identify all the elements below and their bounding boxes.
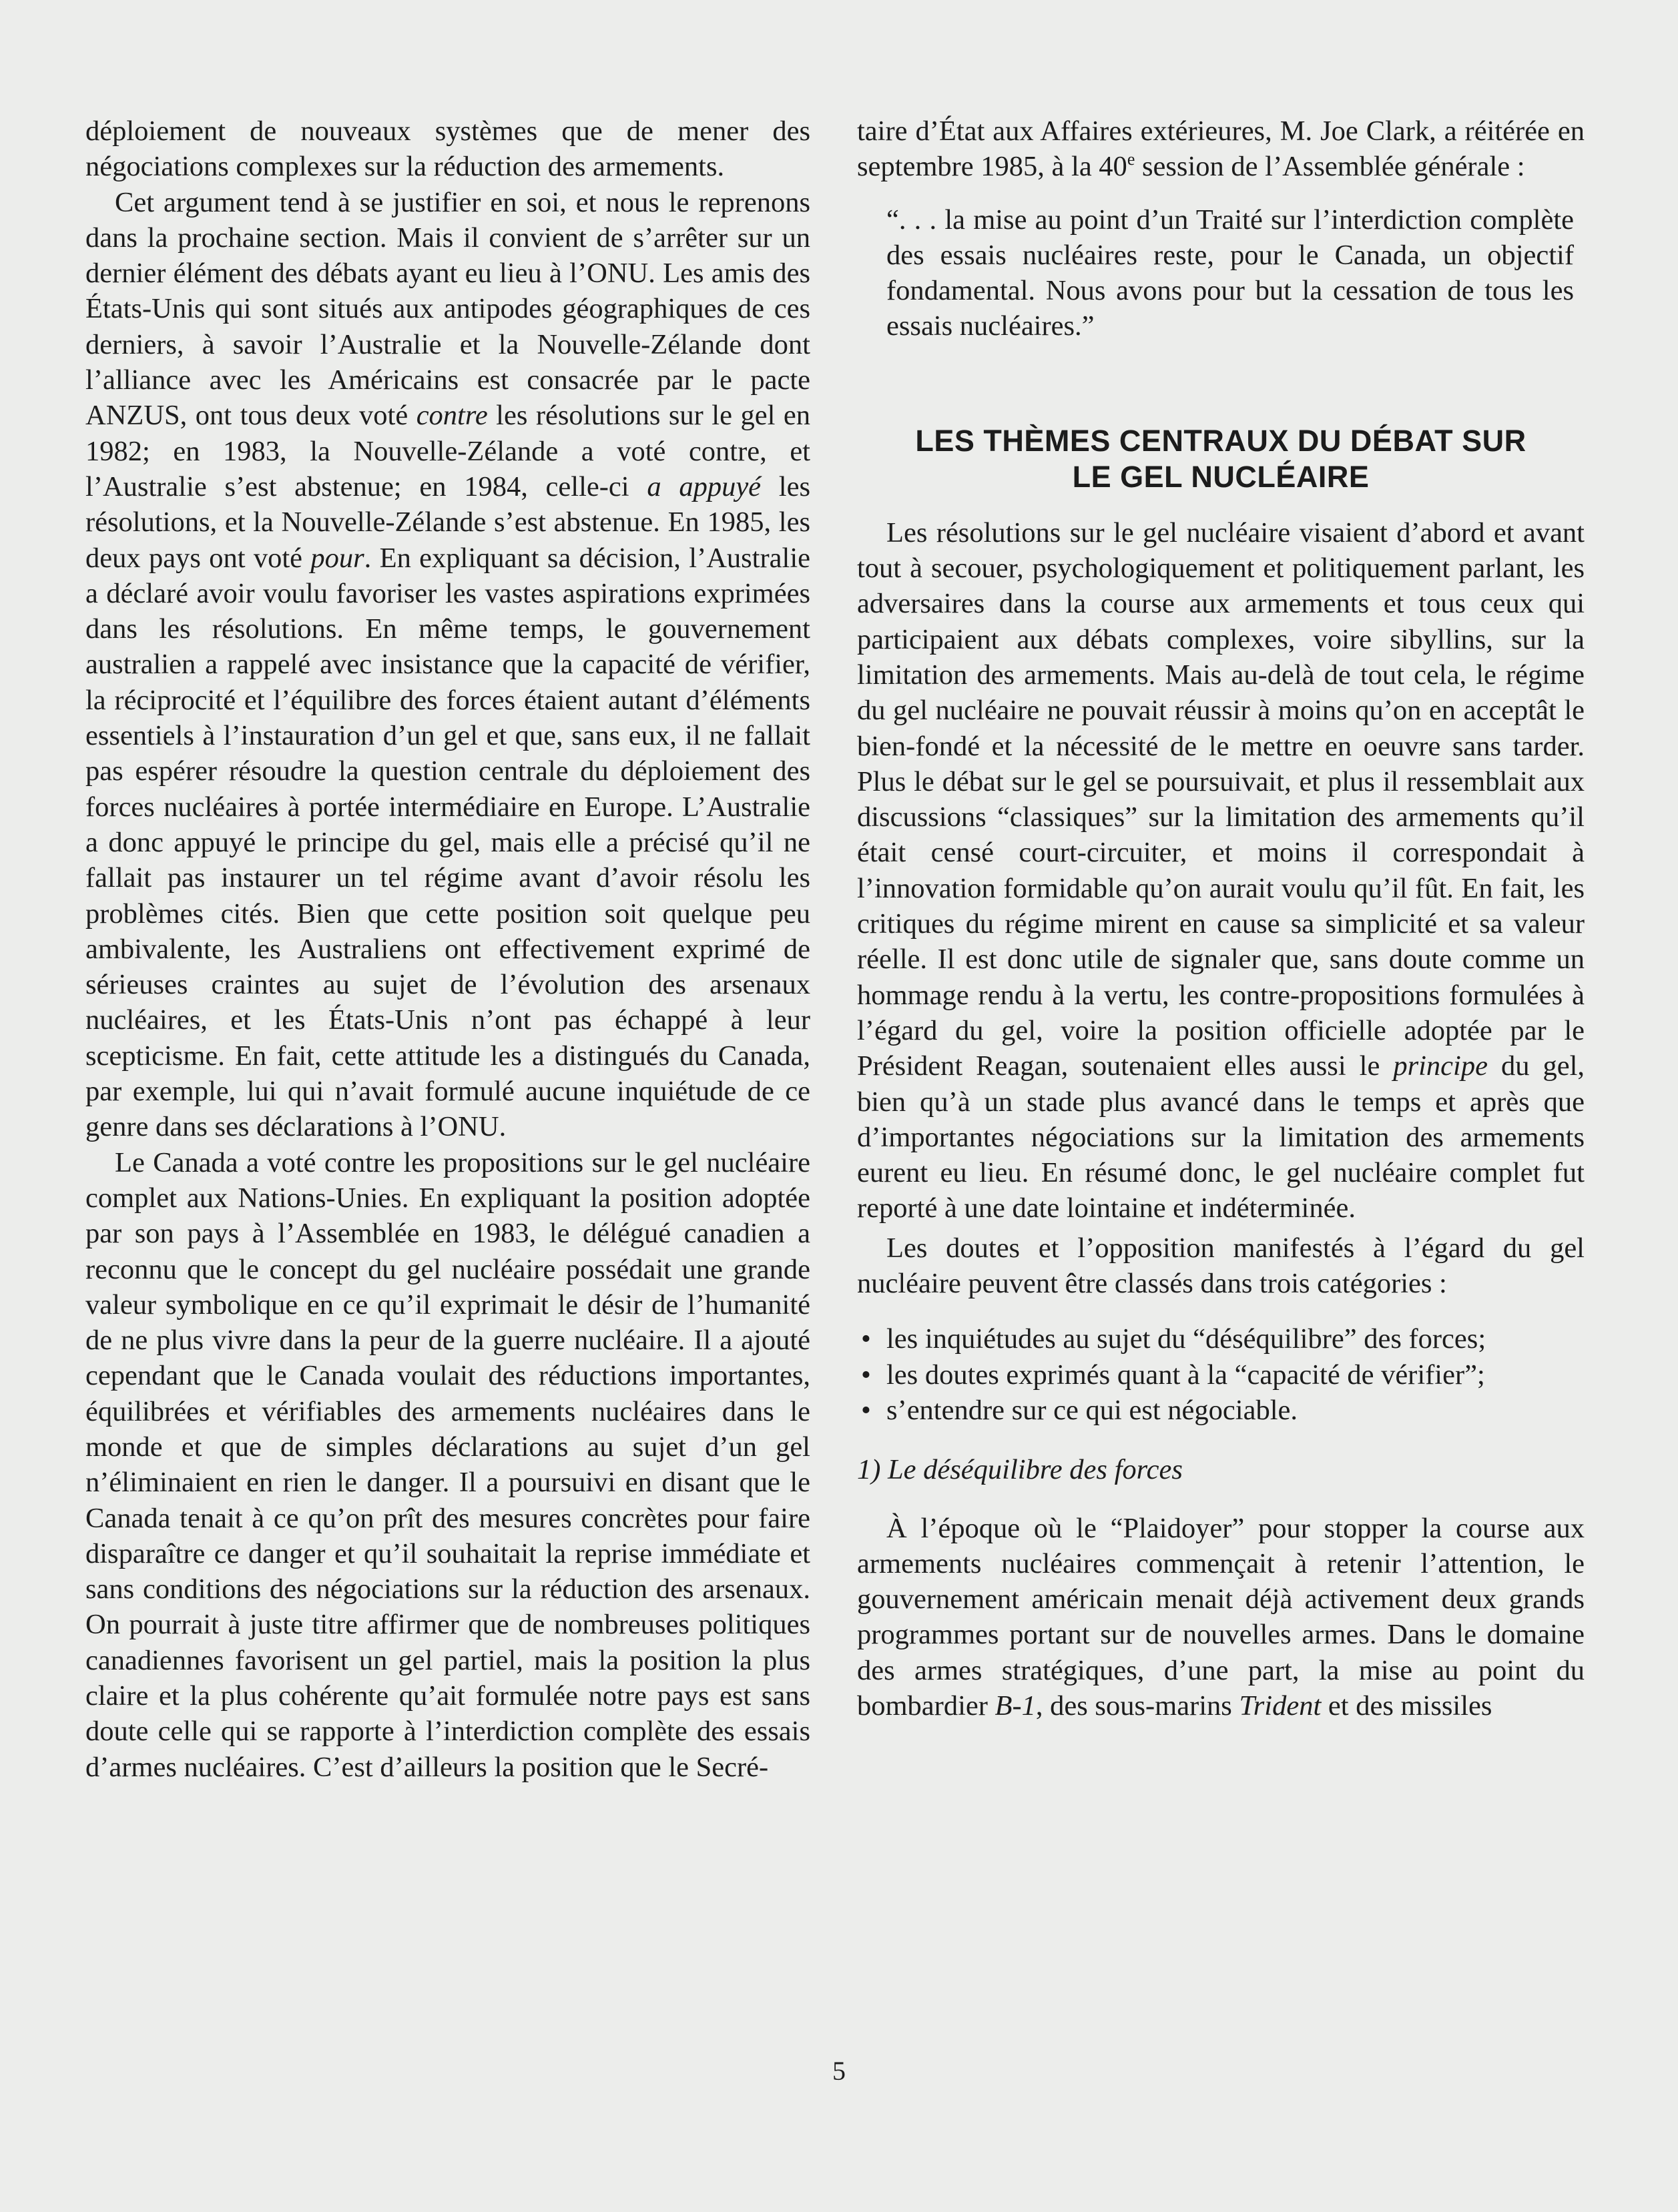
- paragraph: Cet argument tend à se justifier en soi, et nous le reprenons dans la prochaine section. Mais il convient de s’arrêter sur un dernier élément des débats ayant eu lieu à l’ONU. Les amis des États-Unis qui sont situés aux antipodes géographiques de ces derniers, à savoir l’Australie et la Nouvelle-Zélande dont l’alliance avec les Américains est consacrée par le pacte ANZUS, ont tous deux voté contre les résolutions sur le gel en 1982; en 1983, la Nouvelle-Zélande a voté contre, et l’Australie s’est abstenue; en 1984, celle-ci a appuyé les résolutions, et la Nouvelle-Zélande s’est abstenue. En 1985, les deux pays ont voté pour. En expliquant sa décision, l’Australie a déclaré avoir voulu favoriser les vastes aspirations exprimées dans les résolutions. En même temps, le gouvernement australien a rappelé avec insistance que la capacité de vérifier, la réciprocité et l’équilibre des forces étaient autant d’éléments essentiels à l’instauration d’un gel et que, sans eux, il ne fallait pas espérer résoudre la question centrale du déploiement des forces nucléaires à portée intermédiaire en Europe. L’Australie a donc appuyé le principe du gel, mais elle a précisé qu’il ne fallait pas instaurer un tel régime avant d’avoir résolu les problèmes cités. Bien que cette position soit quelque peu ambivalente, les Australiens ont effectivement exprimé de sérieuses craintes au sujet de l’évolution des arsenaux nucléaires, et les États-Unis n’ont pas échappé à leur scepticisme. En fait, cette attitude les a distingués du Canada, par exemple, lui qui n’avait formulé aucune inquiétude de ce genre dans ses déclarations à l’ONU.: [85, 186, 810, 1143]
- section-heading-line: LE GEL NUCLÉAIRE: [1072, 459, 1370, 494]
- subsection-heading: 1) Le déséquilibre des forces: [857, 1454, 1183, 1486]
- emphasis: Trident: [1239, 1690, 1322, 1722]
- block-quote: “. . . la mise au point d’un Traité sur l’interdiction complète des essais nucléaires reste, pour le Canada, un objectif fondamental. Nous avons pour but la cessation de tous les essais nucléaires.”: [886, 204, 1574, 342]
- emphasis: pour: [310, 542, 364, 574]
- emphasis: contre: [416, 400, 488, 432]
- emphasis: a appuyé: [647, 470, 762, 502]
- emphasis: principe: [1393, 1050, 1488, 1082]
- page-number: 5: [832, 2056, 846, 2086]
- paragraph: Les résolutions sur le gel nucléaire visaient d’abord et avant tout à secouer, psychologiquement et politiquement parlant, les adversaires dans la course aux armements et tous ceux qui participaient aux débats complexes, voire sibyllins, sur la limitation des armements. Mais au-delà de tout cela, le régime du gel nucléaire ne pouvait réussir à moins qu’on en acceptât le bien-fondé et la nécessité de le mettre en oeuvre sans tarder. Plus le débat sur le gel se poursuivait, et plus il ressemblait aux discussions “classiques” sur la limitation des armements qu’il était censé court-circuiter, et moins il correspondait à l’innovation formidable qu’on aurait voulu qu’il fût. En fait, les critiques du régime mirent en cause sa simplicité et sa valeur réelle. Il est donc utile de signaler que, sans doute comme un hommage rendu à la vertu, les contre-propositions formulées à l’égard du gel, voire la position officielle adoptée par le Président Reagan, soutenaient elles aussi le principe du gel, bien qu’à un stade plus avancé dans le temps et après que d’importantes négociations sur la limitation des armements eurent eu lieu. En résumé donc, le gel nucléaire complet fut reporté à une date lointaine et indéterminée.: [857, 516, 1585, 1224]
- paragraph: déploiement de nouveaux systèmes que de mener des négociations complexes sur la réduction des armements.: [85, 115, 810, 183]
- right-column: [857, 113, 1585, 1724]
- section-heading: [857, 423, 1585, 495]
- list-item: • les doutes exprimés quant à la “capacité de vérifier”;: [857, 1357, 1585, 1393]
- paragraph: À l’époque où le “Plaidoyer” pour stopper la course aux armements nucléaires commençait à retenir l’attention, le gouvernement américain menait déjà activement deux grands programmes portant sur de nouvelles armes. Dans le domaine des armes stratégiques, d’une part, la mise au point du bombardier B-1, des sous-marins Trident et des missiles: [857, 1512, 1585, 1722]
- superscript: e: [1127, 149, 1135, 169]
- section-heading-line: LES THÈMES CENTRAUX DU DÉBAT SUR: [915, 423, 1526, 458]
- bullet-list: [857, 1321, 1585, 1428]
- emphasis: B-1: [995, 1690, 1036, 1722]
- paragraph: Le Canada a voté contre les propositions sur le gel nucléaire complet aux Nations-Unies. En expliquant la position adoptée par son pays à l’Assemblée en 1983, le délégué canadien a reconnu que le concept du gel nucléaire possédait une grande valeur symbolique en ce qu’il exprimait le désir de l’humanité de ne plus vivre dans la peur de la guerre nucléaire. Il a ajouté cependant que le Canada voulait des réductions importantes, équilibrées et vérifiables des armements nucléaires dans le monde et que de simples déclarations au sujet d’un gel n’éliminaient en rien le danger. Il a poursuivi en disant que le Canada tenait à ce qu’on prît des mesures concrètes pour faire disparaître ce danger et qu’il souhaitait la reprise immédiate et sans conditions des négociations sur la réduction des arsenaux. On pourrait à juste titre affirmer que de nombreuses politiques canadiennes favorisent un gel partiel, mais la position la plus claire et la plus cohérente qu’ait formulée notre pays est sans doute celle qui se rapporte à l’interdiction complète des essais d’armes nucléaires. C’est d’ailleurs la position que le Secré-: [85, 1146, 810, 1783]
- paragraph: Les doutes et l’opposition manifestés à l’égard du gel nucléaire peuvent être classés dans trois catégories :: [857, 1232, 1585, 1300]
- paragraph: taire d’État aux Affaires extérieures, M. Joe Clark, a réitérée en septembre 1985, à la 40e session de l’Assemblée générale :: [857, 115, 1585, 183]
- list-item: • s’entendre sur ce qui est négociable.: [857, 1393, 1585, 1428]
- left-column: [85, 113, 810, 1785]
- list-item: • les inquiétudes au sujet du “déséquilibre” des forces;: [857, 1321, 1585, 1357]
